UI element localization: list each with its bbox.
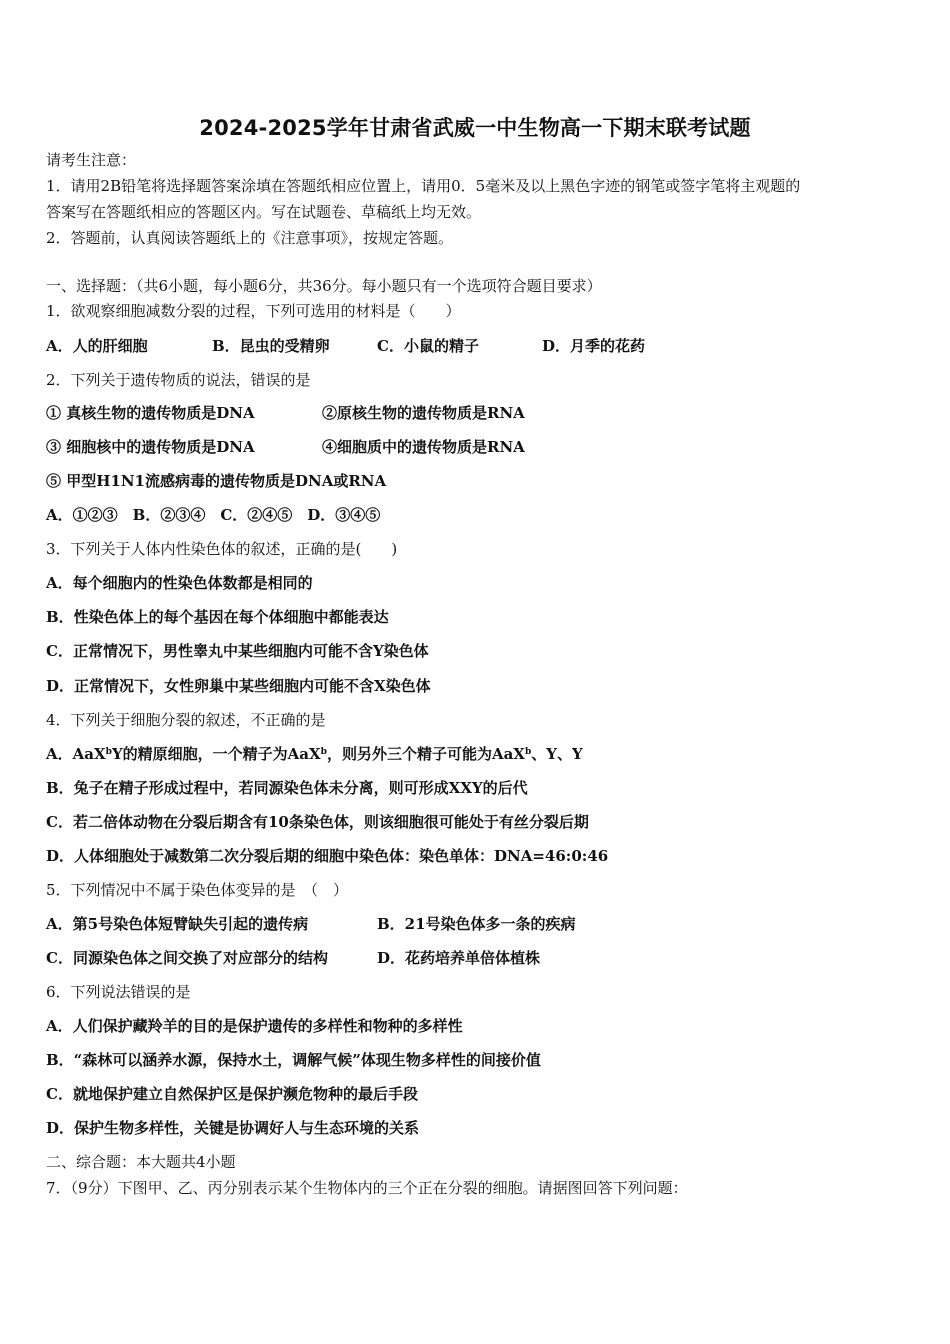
question-2-stem: 2．下列关于遗传物质的说法，错误的是	[46, 371, 311, 389]
question-1-option-c: C．小鼠的精子	[377, 337, 479, 355]
page-title: 2024-2025学年甘肃省武威一中生物高一下期末联考试题	[199, 116, 751, 140]
superscript-b: b	[320, 747, 327, 757]
question-4-stem: 4．下列关于细胞分裂的叙述，不正确的是	[46, 711, 326, 729]
superscript-b: b	[524, 747, 532, 757]
question-6-option-b: B．“森林可以涵养水源，保持水土，调解气候”体现生物多样性的间接价值	[46, 1051, 541, 1069]
question-5-option-c: C．同源染色体之间交换了对应部分的结构	[46, 949, 328, 967]
question-7-stem: 7．（9分）下图甲、乙、丙分别表示某个生物体内的三个正在分裂的细胞。请据图回答下列问题：	[46, 1179, 688, 1197]
question-3-option-d: D．正常情况下，女性卵巢中某些细胞内可能不含X染色体	[46, 677, 431, 695]
superscript-b: b	[105, 747, 112, 757]
question-2-statement-5: ⑤ 甲型H1N1流感病毒的遗传物质是DNA或RNA	[46, 472, 387, 490]
question-2-statement-1: ① 真核生物的遗传物质是DNA	[46, 404, 255, 422]
question-2-statement-3: ③ 细胞核中的遗传物质是DNA	[46, 438, 255, 456]
section-2-heading: 二、综合题：本大题共4小题	[46, 1153, 236, 1171]
notice-line-2: 2．答题前，认真阅读答题纸上的《注意事项》，按规定答题。	[46, 229, 454, 247]
question-3-stem: 3．下列关于人体内性染色体的叙述，正确的是( )	[46, 540, 398, 558]
question-3-option-b: B．性染色体上的每个基因在每个体细胞中都能表达	[46, 608, 389, 626]
question-6-stem: 6．下列说法错误的是	[46, 983, 191, 1001]
question-2-statement-2: ②原核生物的遗传物质是RNA	[322, 404, 525, 422]
question-5-option-a: A．第5号染色体短臂缺失引起的遗传病	[46, 915, 309, 933]
question-1-option-b: B．昆虫的受精卵	[212, 337, 330, 355]
option-a-text-4: 、Y、Y	[531, 745, 583, 763]
question-6-option-d: D．保护生物多样性，关键是协调好人与生态环境的关系	[46, 1119, 420, 1137]
option-a-text-3: ，则另外三个精子可能为AaX	[326, 745, 525, 763]
question-3-option-a: A．每个细胞内的性染色体数都是相同的	[46, 574, 313, 592]
question-2-statement-4: ④细胞质中的遗传物质是RNA	[322, 438, 525, 456]
question-4-option-a	[46, 744, 583, 764]
option-a-text-2: Y的精原细胞，一个精子为AaX	[111, 745, 321, 763]
option-a-text-1: A．AaX	[46, 745, 106, 763]
question-6-option-c: C．就地保护建立自然保护区是保护濒危物种的最后手段	[46, 1085, 418, 1103]
question-5-option-d: D．花药培养单倍体植株	[377, 949, 541, 967]
notice-heading: 请考生注意：	[46, 151, 137, 169]
question-4-option-b: B．兔子在精子形成过程中，若同源染色体未分离，则可形成XXY的后代	[46, 779, 528, 797]
question-1-option-d: D．月季的花药	[542, 337, 646, 355]
question-5-stem: 5．下列情况中不属于染色体变异的是 （ ）	[46, 881, 349, 899]
notice-line-1-cont: 答案写在答题纸相应的答题区内。写在试题卷、草稿纸上均无效。	[46, 203, 482, 221]
question-6-option-a: A．人们保护藏羚羊的目的是保护遗传的多样性和物种的多样性	[46, 1017, 463, 1035]
question-1-option-a: A．人的肝细胞	[46, 337, 148, 355]
question-4-option-c: C．若二倍体动物在分裂后期含有10条染色体，则该细胞很可能处于有丝分裂后期	[46, 813, 589, 831]
question-5-option-b: B．21号染色体多一条的疾病	[377, 915, 576, 933]
question-2-options: A．①②③ B．②③④ C．②④⑤ D．③④⑤	[46, 506, 381, 524]
question-3-option-c: C．正常情况下，男性睾丸中某些细胞内可能不含Y染色体	[46, 642, 429, 660]
section-1-heading: 一、选择题：（共6小题，每小题6分，共36分。每小题只有一个选项符合题目要求）	[46, 277, 602, 295]
question-1-stem: 1．欲观察细胞减数分裂的过程，下列可选用的材料是（ ）	[46, 302, 461, 320]
notice-line-1: 1．请用2B铅笔将选择题答案涂填在答题纸相应位置上，请用0．5毫米及以上黑色字迹的钢笔或签字笔将主观题的	[46, 177, 801, 195]
question-4-option-d: D．人体细胞处于减数第二次分裂后期的细胞中染色体：染色单体：DNA=46:0:46	[46, 847, 609, 865]
